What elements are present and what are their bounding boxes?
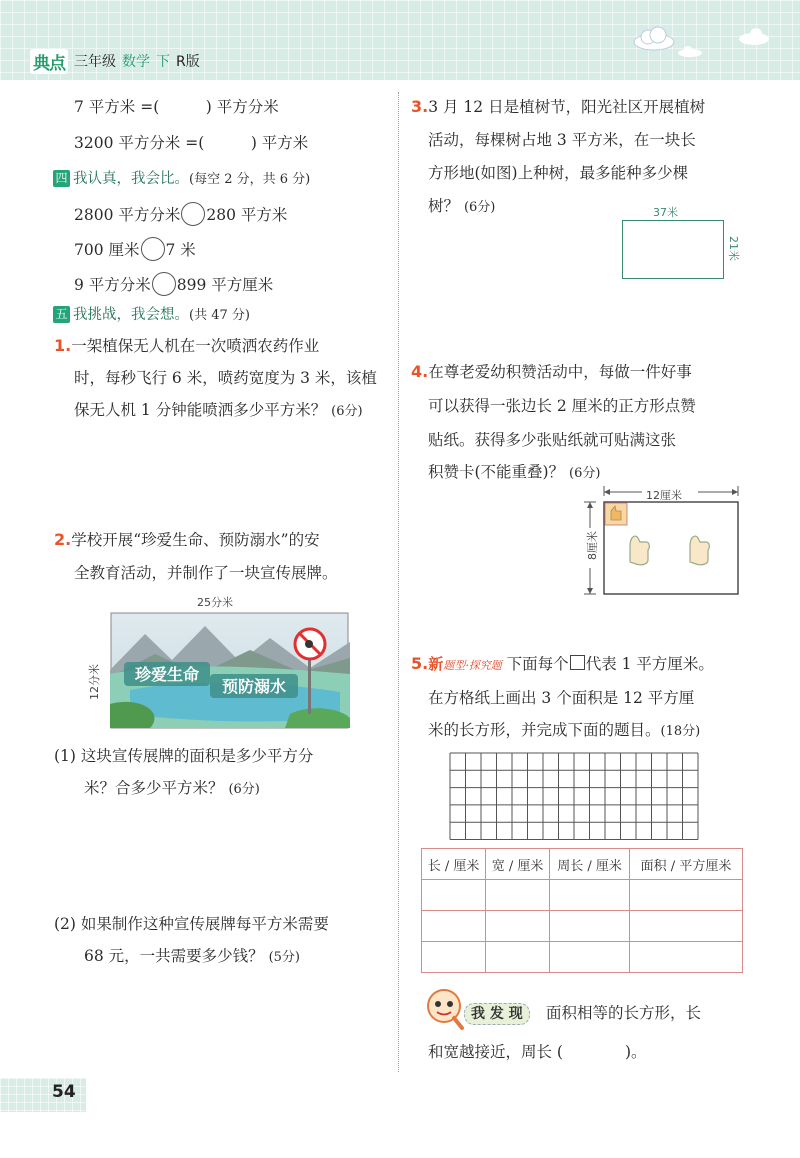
conversion-line-2: 3200 平方分米 =( ) 平方米 bbox=[74, 134, 309, 152]
table-header-row bbox=[422, 849, 743, 880]
compare-blank-circle[interactable] bbox=[152, 272, 176, 296]
subject-label: 数学 bbox=[122, 54, 150, 70]
term-label: 下 bbox=[156, 54, 170, 70]
question-2-line-2: 全教育活动，并制作了一块宣传展牌。 bbox=[74, 564, 338, 582]
banner-text-2: 预防溺水 bbox=[221, 677, 287, 696]
answer-cell[interactable] bbox=[422, 942, 486, 973]
question-text: 代表 1 平方厘米。 bbox=[585, 655, 714, 673]
question-number: 2. bbox=[54, 530, 72, 549]
question-score: (5分) bbox=[268, 950, 301, 965]
cloud-icon bbox=[736, 26, 772, 46]
table-row bbox=[422, 942, 743, 973]
question-2-line-1 bbox=[54, 530, 320, 550]
question-3-line-2: 活动，每棵树占地 3 平方米，在一块长 bbox=[428, 131, 696, 149]
table-header-cell: 长 / 厘米 bbox=[422, 849, 486, 880]
question-3-line-1 bbox=[411, 97, 705, 117]
question-1-line-1 bbox=[54, 336, 319, 356]
question-number: 5. bbox=[411, 654, 429, 673]
question-number: 4. bbox=[411, 362, 429, 381]
banner-height-label: 12分米 bbox=[88, 664, 101, 700]
question-text: 树？ bbox=[428, 197, 460, 215]
cloud-icon bbox=[676, 44, 704, 58]
question-4-line-3: 贴纸。获得多少张贴纸就可贴满这张 bbox=[428, 431, 677, 449]
field-length-label: 37米 bbox=[653, 206, 678, 219]
discover-line-1: 面积相等的长方形，长 bbox=[546, 1004, 702, 1022]
answer-cell[interactable] bbox=[550, 911, 630, 942]
question-text: 一架植保无人机在一次喷洒农药作业 bbox=[71, 337, 320, 355]
question-2-sub-1-line-2 bbox=[84, 778, 260, 800]
brand-logo: 典点 bbox=[30, 49, 68, 74]
answer-cell[interactable] bbox=[422, 880, 486, 911]
compare-left: 700 厘米 bbox=[74, 241, 140, 259]
question-1-line-3 bbox=[74, 400, 363, 422]
section-5-header bbox=[53, 304, 250, 326]
page-number: 54 bbox=[52, 1082, 76, 1102]
question-score: (6分) bbox=[331, 404, 363, 419]
table-header-cell: 宽 / 厘米 bbox=[486, 849, 550, 880]
question-4-line-1 bbox=[411, 362, 692, 382]
question-3-line-4 bbox=[428, 196, 495, 218]
answer-cell[interactable] bbox=[486, 911, 550, 942]
section-badge: 四 bbox=[53, 170, 70, 187]
question-score: (18分) bbox=[660, 724, 701, 739]
card-length-label: 12厘米 bbox=[646, 489, 682, 502]
table-row bbox=[422, 911, 743, 942]
question-2-sub-1-line-1: (1) 这块宣传展牌的面积是多少平方分 bbox=[54, 747, 314, 765]
question-5-line-3 bbox=[428, 720, 700, 742]
section-title: 我认真，我会比。 bbox=[73, 171, 189, 187]
answer-cell[interactable] bbox=[630, 911, 743, 942]
question-1-line-2: 时，每秒飞行 6 米，喷药宽度为 3 米，该植 bbox=[74, 369, 377, 387]
answer-cell[interactable] bbox=[550, 942, 630, 973]
safety-banner-illustration bbox=[110, 612, 350, 730]
mascot-magnifier-icon bbox=[424, 986, 466, 1032]
field-width-label: 21米 bbox=[727, 236, 740, 261]
page-header bbox=[0, 0, 800, 80]
question-text: 积赞卡(不能重叠)？ bbox=[428, 463, 565, 481]
card-width-label: 8厘米 bbox=[586, 531, 599, 560]
compare-row-3 bbox=[74, 272, 273, 296]
conversion-line-1: 7 平方米 =( ) 平方分米 bbox=[74, 98, 279, 116]
question-text: 3 月 12 日是植树节，阳光社区开展植树 bbox=[428, 98, 706, 116]
discover-label: 我 发 现 bbox=[464, 1003, 530, 1025]
compare-right: 280 平方米 bbox=[206, 206, 288, 224]
section-4-header bbox=[53, 168, 310, 190]
question-text: 米？合多少平方米？ bbox=[84, 779, 224, 797]
section-title: 我挑战，我会想。 bbox=[73, 307, 189, 323]
section-score: (每空 2 分，共 6 分) bbox=[189, 172, 311, 187]
question-2-sub-2-line-1: (2) 如果制作这种宣传展牌每平方米需要 bbox=[54, 915, 329, 933]
compare-right: 899 平方厘米 bbox=[176, 276, 274, 294]
question-4-line-2: 可以获得一张边长 2 厘米的正方形点赞 bbox=[428, 397, 696, 415]
banner-width-label: 25分米 bbox=[197, 596, 233, 609]
question-score: (6分) bbox=[569, 466, 601, 481]
question-text: 68 元，一共需要多少钱？ bbox=[84, 947, 264, 965]
question-text: 米的长方形，并完成下面的题目。 bbox=[428, 721, 661, 739]
answer-cell[interactable] bbox=[486, 942, 550, 973]
answer-cell[interactable] bbox=[550, 880, 630, 911]
cloud-icon bbox=[630, 26, 678, 52]
compare-left: 2800 平方分米 bbox=[74, 206, 181, 224]
table-header-cell: 周长 / 厘米 bbox=[550, 849, 630, 880]
section-badge: 五 bbox=[53, 306, 70, 323]
answer-cell[interactable] bbox=[486, 880, 550, 911]
answer-table bbox=[421, 848, 743, 973]
question-5-line-2: 在方格纸上画出 3 个面积是 12 平方厘 bbox=[428, 689, 695, 707]
column-divider bbox=[398, 92, 399, 1072]
answer-cell[interactable] bbox=[630, 942, 743, 973]
question-text: 在尊老爱幼积赞活动中，每做一件好事 bbox=[428, 363, 692, 381]
table-row bbox=[422, 880, 743, 911]
compare-blank-circle[interactable] bbox=[181, 202, 205, 226]
question-score: (6分) bbox=[463, 200, 496, 215]
unit-square-icon bbox=[570, 655, 585, 670]
discover-line-2: 和宽越接近，周长 ( )。 bbox=[428, 1043, 647, 1061]
compare-left: 9 平方分米 bbox=[74, 276, 151, 294]
compare-row-1 bbox=[74, 202, 287, 226]
question-4-line-4 bbox=[428, 462, 600, 484]
compare-blank-circle[interactable] bbox=[141, 237, 165, 261]
grade-label: 三年级 bbox=[74, 54, 116, 70]
edition-label: R版 bbox=[176, 54, 200, 70]
answer-cell[interactable] bbox=[630, 880, 743, 911]
question-text: 保无人机 1 分钟能喷洒多少平方米？ bbox=[74, 401, 327, 419]
question-score: (6分) bbox=[228, 782, 260, 797]
header-bar bbox=[30, 50, 200, 72]
compare-right: 7 米 bbox=[165, 241, 196, 259]
answer-cell[interactable] bbox=[422, 911, 486, 942]
field-rectangle bbox=[622, 220, 724, 279]
new-tag: 新 bbox=[428, 655, 444, 673]
question-number: 3. bbox=[411, 97, 429, 116]
question-text: 学校开展“珍爱生命、预防溺水”的安 bbox=[71, 531, 320, 549]
compare-row-2 bbox=[74, 237, 196, 261]
banner-text-1: 珍爱生命 bbox=[134, 665, 200, 684]
grid-paper[interactable] bbox=[449, 752, 705, 842]
question-3-line-3: 方形地(如图)上种树，最多能种多少棵 bbox=[428, 164, 689, 182]
question-type-tag: 题型·探究题 bbox=[443, 659, 502, 672]
question-5-line-1 bbox=[411, 654, 714, 676]
section-score: (共 47 分) bbox=[189, 308, 250, 323]
question-number: 1. bbox=[54, 336, 72, 355]
question-text: 下面每个 bbox=[506, 655, 569, 673]
question-2-sub-2-line-2 bbox=[84, 946, 300, 968]
table-header-cell: 面积 / 平方厘米 bbox=[630, 849, 743, 880]
